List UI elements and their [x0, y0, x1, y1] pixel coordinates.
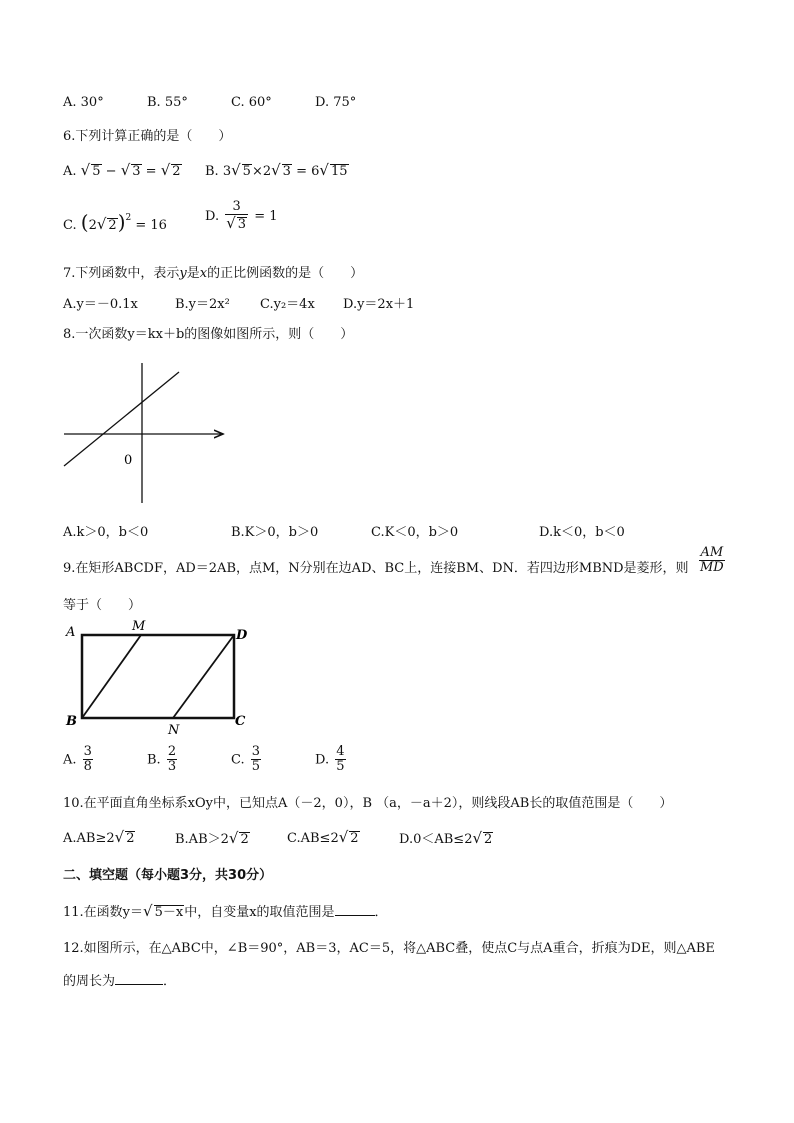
q6-a-label: A. [63, 164, 77, 179]
q9-stem-cont: 等于（ ） [63, 598, 142, 613]
q10-stem: 10.在平面直角坐标系xOy中，已知点A（－2，0），B （a，－a＋2），则线段AB长的取值范围是（ ） [63, 796, 673, 811]
q9-option-b: B. $\frac{2}{3}$ [147, 744, 177, 775]
q9-option-c: C. $\frac{3}{5}$ [231, 744, 261, 775]
rectangle-abcd [82, 635, 234, 718]
segment-bm [82, 635, 141, 718]
q8-option-b: B.K＞0，b＞0 [231, 525, 319, 540]
q5-option-b: B. 55° [147, 95, 188, 110]
q8-graph [60, 355, 230, 507]
q7-stem: 7.下列函数中，表示y是x的正比例函数的是（ ） [63, 266, 364, 281]
q6-stem: 6.下列计算正确的是（ ） [63, 129, 232, 144]
segment-dn [173, 635, 234, 718]
q9-rectangle-figure [62, 615, 252, 737]
q9-stem: 9.在矩形ABCDF，AD＝2AB，点M，N分别在边AD、BC上，连接BM、DN．若四边形MBND是菱形，则 [63, 561, 689, 576]
label-b: B [66, 714, 77, 729]
q6-b-label: B. [205, 164, 219, 179]
q11-answer-blank[interactable] [335, 902, 375, 916]
q5-option-d: D. 75° [315, 95, 357, 110]
q7-option-d: D.y＝2x＋1 [343, 297, 415, 312]
q5-option-c: C. 60° [231, 95, 272, 110]
q10-option-b: B.AB＞2√ 2 [175, 829, 249, 847]
q8-stem: 8.一次函数y＝kx＋b的图像如图所示，则（ ） [63, 327, 354, 342]
label-c: C [235, 714, 246, 729]
label-d: D [236, 628, 248, 643]
q11: 11.在函数y＝√ 5－x中，自变量x的取值范围是 ． [63, 902, 388, 920]
q9-fraction: $\frac{AM}{MD}$ [700, 545, 724, 576]
section-heading: 二、填空题（每小题3分，共30分） [63, 868, 273, 883]
label-n: N [168, 723, 180, 737]
q10-option-a: A.AB≥2√ 2 [63, 828, 135, 846]
q8-option-c: C.K＜0，b＞0 [371, 525, 459, 540]
origin-label: 0 [124, 453, 133, 468]
q7-option-c: C.y₂＝4x [260, 297, 315, 312]
label-m: M [132, 619, 146, 634]
q8-option-a: A.k＞0，b＜0 [63, 525, 149, 540]
q6-option-c: C. (2√ 2)$^2$ = 16 [63, 210, 167, 234]
q10-option-d: D.0＜AB≤2√ 2 [399, 829, 493, 847]
q10-option-c: C.AB≤2√ 2 [287, 828, 359, 846]
q6-c-label: C. [63, 218, 77, 233]
q12-line2: 的周长为 ． [63, 970, 176, 989]
q12-line1: 12.如图所示，在△ABC中，∠B＝90°，AB＝3，AC＝5，将△ABC叠，使点C与点A重合，折痕为DE，则△ABE [63, 941, 715, 956]
q5-option-a: A. 30° [63, 95, 104, 110]
q6-d-label: D. [205, 208, 220, 224]
q7-option-a: A.y＝－0.1x [63, 297, 138, 312]
q6-option-b: B. 3√ 5×2√ 3 = 6√ 15 [205, 161, 348, 179]
function-line [64, 372, 179, 466]
q6-option-a: A. √ 5 − √ 3 = √ 2 [63, 161, 181, 179]
q12-answer-blank[interactable] [115, 971, 163, 985]
label-a: A [66, 625, 76, 640]
q8-option-d: D.k＜0，b＜0 [539, 525, 625, 540]
q7-option-b: B.y＝2x² [175, 297, 230, 312]
q9-option-a: A. $\frac{3}{8}$ [63, 744, 92, 775]
q9-option-d: D. $\frac{4}{5}$ [315, 744, 345, 775]
q6-option-d: D. $\frac{3}{√ 3}$ = 1 [205, 199, 278, 233]
